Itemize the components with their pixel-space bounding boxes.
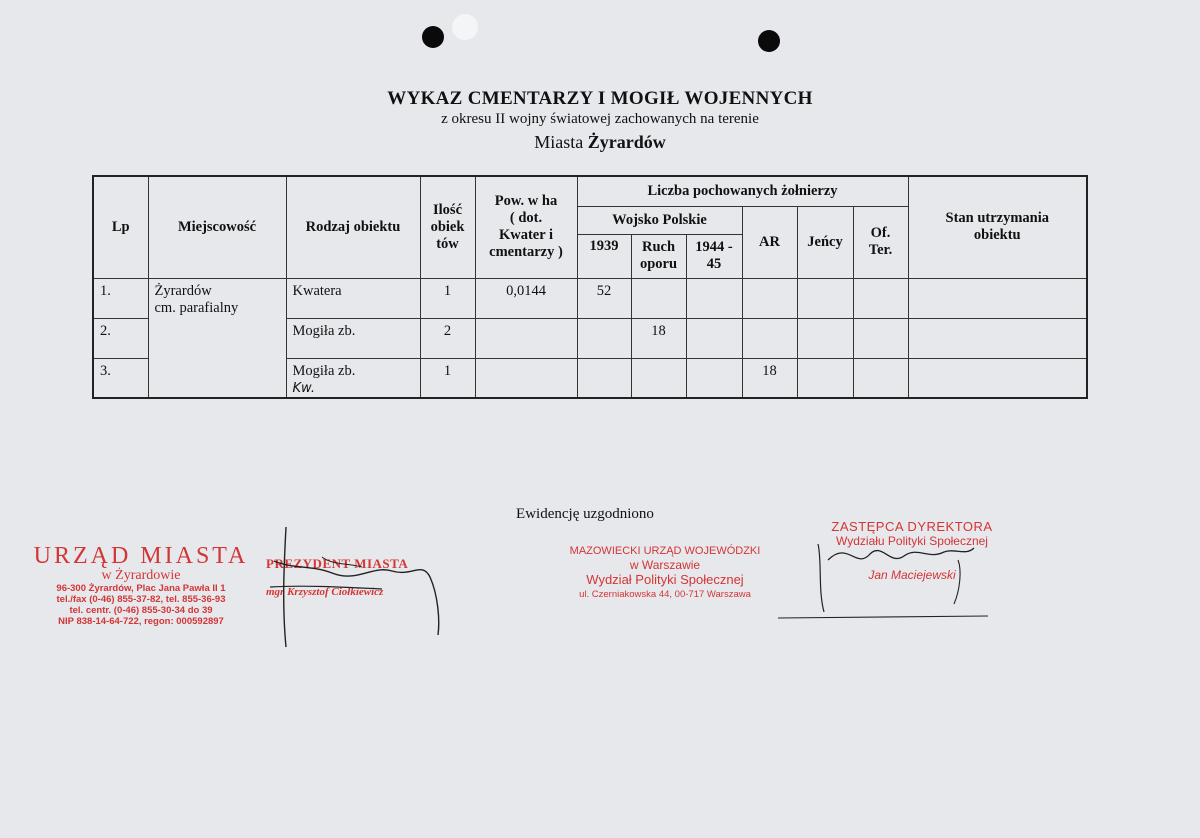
stamp-prezydent-name: mgr Krzysztof Ciołkiewicz (266, 586, 384, 598)
cell-ilosc: 1 (420, 278, 475, 318)
header-ilosc-l1: Ilość (433, 201, 462, 218)
cell-miejscowosc-l2: cm. parafialny (154, 299, 239, 316)
cell-jency (797, 318, 853, 358)
header-ofter (853, 206, 908, 278)
stamp-urzad-line2: tel./fax (0-46) 855-37-82, tel. 855-36-93 (56, 594, 226, 605)
cell-pow (475, 318, 577, 358)
punch-hole-left (422, 26, 444, 48)
cell-ofter (853, 318, 908, 358)
header-wojsko-group: Wojsko Polskie (577, 206, 742, 234)
cell-stan (908, 278, 1087, 318)
cell-1939 (577, 358, 631, 398)
stamp-prezydent-title: PREZYDENT MIASTA (266, 556, 409, 571)
cell-pow (475, 358, 577, 398)
stamp-maz-line2: w Warszawie (629, 558, 701, 572)
cell-1944 (686, 358, 742, 398)
cell-1939: 52 (577, 278, 631, 318)
cell-rodzaj-wrap (286, 358, 420, 398)
stamp-urzad-name: URZĄD MIASTA (33, 543, 249, 569)
cell-ofter (853, 278, 908, 318)
stamp-zastepca-name: Jan Maciejewski (868, 568, 956, 582)
header-1944-l2: 45 (706, 256, 722, 272)
header-stan (908, 176, 1087, 278)
header-1944-l1: 1944 - (695, 239, 733, 255)
agreement-text: Ewidencję uzgodniono (516, 506, 654, 522)
header-1944 (686, 234, 742, 278)
stamp-urzad-line4: NIP 838-14-64-722, regon: 000592897 (58, 616, 224, 627)
city-name: Żyrardów (587, 132, 666, 152)
punch-hole-mark (452, 14, 478, 40)
header-ruch-l2: oporu (639, 256, 678, 272)
cell-1944 (686, 318, 742, 358)
punch-hole-right (758, 30, 780, 52)
cell-rodzaj: Mogiła zb. (286, 318, 420, 358)
header-1939: 1939 (577, 234, 631, 278)
header-pow-l1: Pow. w ha (494, 193, 558, 210)
header-ruch-l1: Ruch (641, 239, 676, 255)
header-ilosc-l3: tów (436, 235, 459, 252)
cell-stan (908, 318, 1087, 358)
cell-jency (797, 358, 853, 398)
header-pow-l2: ( dot. (509, 210, 543, 227)
handwritten-note: Kw. (292, 380, 315, 396)
cemetery-table (92, 175, 1088, 399)
header-ilosc (420, 176, 475, 278)
header-pow-l3: Kwater i (498, 227, 554, 244)
cell-ar: 18 (742, 358, 797, 398)
cell-ruch (631, 358, 686, 398)
header-liczba-group: Liczba pochowanych żołnierzy (577, 176, 908, 206)
cell-lp: 2. (93, 318, 148, 358)
cell-miejscowosc (148, 278, 286, 398)
stamp-maz-line1: MAZOWIECKI URZĄD WOJEWÓDZKI (569, 545, 761, 557)
signature-prezydent (262, 525, 447, 650)
header-miejscowosc: Miejscowość (148, 176, 286, 278)
header-ruch (631, 234, 686, 278)
city-prefix: Miasta (534, 132, 584, 152)
cell-ar (742, 318, 797, 358)
cell-1944 (686, 278, 742, 318)
cell-ruch: 18 (631, 318, 686, 358)
header-rodzaj: Rodzaj obiektu (286, 176, 420, 278)
header-ar: AR (742, 206, 797, 278)
cell-ofter (853, 358, 908, 398)
header-jency: Jeńcy (797, 206, 853, 278)
stamp-urzad-miasta (26, 543, 256, 627)
stamp-maz-line3: Wydział Polityki Społecznej (586, 572, 744, 587)
cell-stan (908, 358, 1087, 398)
header-stan-l2: obiektu (973, 227, 1021, 244)
cell-miejscowosc-l1: Żyrardów (154, 282, 212, 299)
cell-lp: 1. (93, 278, 148, 318)
header-ofter-l2: Ter. (868, 242, 893, 258)
cell-ruch (631, 278, 686, 318)
cell-lp: 3. (93, 358, 148, 398)
cell-pow: 0,0144 (475, 278, 577, 318)
signature-zastepca (778, 530, 988, 625)
stamp-mazowiecki (560, 544, 770, 603)
document-city-line (0, 132, 1200, 153)
header-lp: Lp (93, 176, 148, 278)
stamp-maz-line4: ul. Czerniakowska 44, 00-717 Warszawa (579, 589, 751, 600)
cell-1939 (577, 318, 631, 358)
cell-ar (742, 278, 797, 318)
stamp-urzad-line1: 96-300 Żyrardów, Plac Jana Pawła II 1 (56, 583, 226, 594)
stamp-zastepca-line2: Wydziału Polityki Społecznej (836, 534, 988, 548)
document-subtitle: z okresu II wojny światowej zachowanych na terenie (441, 111, 759, 127)
header-pow-l4: cmentarzy ) (489, 244, 563, 261)
cell-rodzaj: Mogiła zb. (292, 362, 356, 379)
cell-rodzaj: Kwatera (286, 278, 420, 318)
stamp-urzad-city: w Żyrardowie (101, 568, 181, 583)
cell-ilosc: 1 (420, 358, 475, 398)
table-row (93, 278, 1087, 318)
stamp-urzad-line3: tel. centr. (0-46) 855-30-34 do 39 (69, 605, 213, 616)
cell-ilosc: 2 (420, 318, 475, 358)
header-ofter-l1: Of. (870, 225, 891, 241)
document-title: WYKAZ CMENTARZY I MOGIŁ WOJENNYCH (387, 88, 813, 109)
cell-jency (797, 278, 853, 318)
header-pow (475, 176, 577, 278)
header-ilosc-l2: obiek (430, 218, 465, 235)
stamp-zastepca-line1: ZASTĘPCA DYREKTORA (831, 519, 993, 534)
header-stan-l1: Stan utrzymania (945, 210, 1050, 227)
